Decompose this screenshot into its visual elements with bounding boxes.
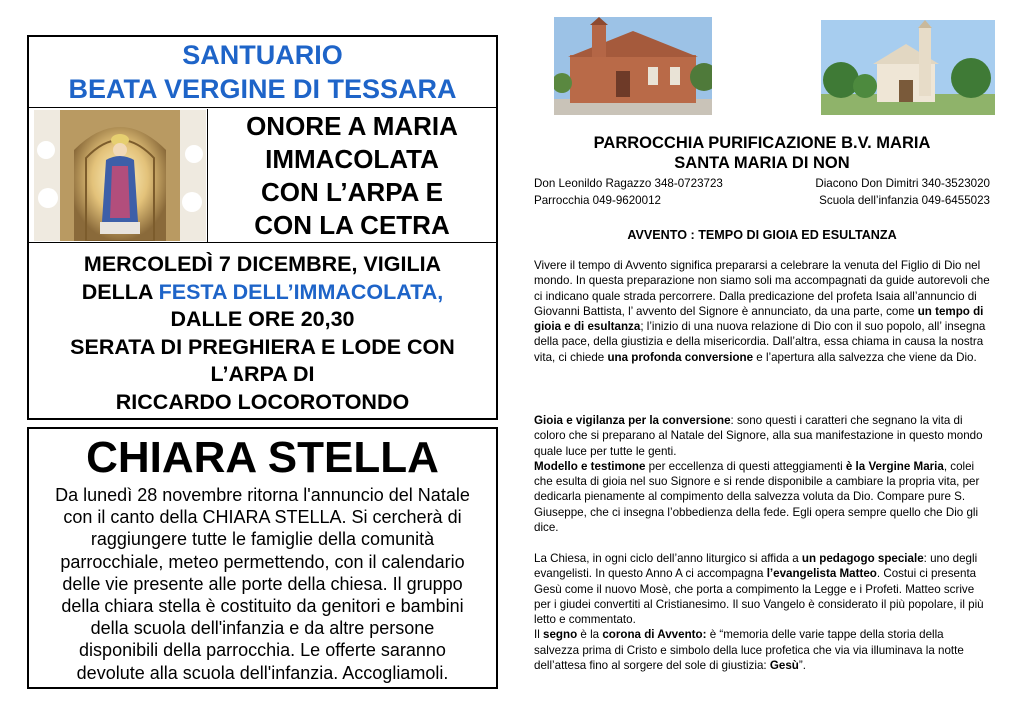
onore-line: ONORE A MARIA: [246, 111, 458, 141]
contact-deacon: Diacono Don Dimitri 340-3523020: [815, 177, 990, 190]
chiara-line: parrocchiale, meteo permettendo, con il calendario: [60, 551, 465, 572]
avvento-heading: AVVENTO : TEMPO DI GIOIA ED ESULTANZA: [627, 228, 897, 242]
event-time-line: DALLE ORE 20,30: [170, 307, 355, 331]
chiara-line: devolute alla scuola dell'infanzia. Accogliamoli.: [76, 662, 449, 683]
onore-line: CON LA CETRA: [254, 210, 450, 240]
santuario-title-line2: BEATA VERGINE DI TESSARA: [68, 74, 457, 104]
event-description: [29, 251, 496, 416]
onore-line: IMMACOLATA: [265, 144, 439, 174]
event-feast-line: DELLA FESTA DELL’IMMACOLATA,: [81, 279, 444, 304]
chiara-line: Da lunedì 28 novembre ritorna l'annuncio del Natale: [55, 485, 470, 505]
contact-priest: Don Leonildo Ragazzo 348-0723723: [534, 177, 723, 190]
parish-name-line2: SANTA MARIA DI NON: [674, 154, 850, 172]
santuario-box: [27, 35, 498, 420]
onore-line: CON L’ARPA E: [260, 177, 443, 207]
contacts-row-1: [534, 177, 990, 190]
chiara-stella-text: [29, 484, 496, 684]
chiara-line: della chiara stella è costituito da genitori e bambini: [61, 596, 464, 617]
contact-parish: Parrocchia 049-9620012: [534, 194, 661, 207]
chiara-line: con il canto della CHIARA STELLA. Si cercherà di: [63, 507, 462, 528]
event-line: L’ARPA DI: [210, 362, 315, 386]
event-date-line: MERCOLEDÌ 7 DICEMBRE, VIGILIA: [83, 252, 442, 276]
event-line: SERATA DI PREGHIERA E LODE CON: [70, 334, 455, 359]
chiara-stella-title: CHIARA STELLA: [86, 433, 439, 482]
contact-school: Scuola dell’infanzia 049-6455023: [819, 194, 990, 207]
feast-highlight: FESTA DELL’IMMACOLATA,: [158, 279, 444, 304]
chiara-line: della scuola dell'infanzia e da altre persone: [90, 618, 435, 639]
chiara-line: raggiungere tutte le famiglie della comunità: [90, 529, 435, 550]
parish-name-line1: PARROCCHIA PURIFICAZIONE B.V. MARIA: [593, 134, 931, 152]
contacts-row-2: [534, 194, 990, 207]
chiara-line: disponibili della parrocchia. Le offerte saranno: [79, 640, 446, 661]
santuario-title-line1: SANTUARIO: [182, 40, 343, 70]
church-photo-right: [821, 20, 995, 115]
parish-name: [534, 133, 990, 173]
avvento-paragraph-3: La Chiesa, in ogni ciclo dell’anno liturgico si affida a un pedagogo speciale: uno degli evangelisti. In questo Anno A ci accompagna l’evangelista Matteo. Costui ci presenta Gesù come il nuovo Mosè, che porta a compimento la Legge e i Profeti. Matteo scrive per i giudei convertiti al Cristianesimo. Il suo Vangelo è considerato il più popolare, il più letto e commentato. Il segno è la corona di Avvento: è “memoria delle varie tappe della storia della salvezza prima di Cristo e simbolo della luce profetica che via via illuminava la notte dell’attesa fino al sorgere del sole di giustizia: Gesù”.: [534, 552, 984, 673]
chiara-stella-box: [27, 427, 498, 689]
avvento-paragraph-1: Vivere il tempo di Avvento significa prepararsi a celebrare la venuta del Figlio di Dio nel mondo. In questa preparazione non siamo soli ma accompagnati da guide autorevoli che ci indicano quale strada percorrere. Dalla predicazione del profeta Isaia all’annuncio di Giovanni Battista, l’ avvento del Signore è annunciato, da una parte, come un tempo di gioia e di esultanza; l’inizio di una nuova relazione di Dio con il suo popolo, all’ insegna della pace, della giustizia e della misericordia. Dall’altra, essa chiama in causa la nostra vita, ci chiede una profonda conversione e l’apertura alla salvezza che viene da Dio.: [534, 259, 990, 364]
church-photo-left: [554, 17, 712, 115]
chiara-line: delle vie presente alle porte della chiesa. Il gruppo: [62, 573, 463, 594]
avvento-paragraph-2: Gioia e vigilanza per la conversione: sono questi i caratteri che segnano la vita di coloro che si preparano al Natale del Signore, alla sua manifestazione in questo mondo quale luce per tutte le genti. Modello e testimone per eccellenza di questi atteggiamenti è la Vergine Maria, colei che esulta di gioia nel suo Signore e si rende disponibile a cambiare la propria vita, per dedicarla pienamente al compimento della salvezza voluta da Dio. Compare pure S. Giuseppe, che ci insegna l’obbedienza della fede. Egli opera sempre quello che Dio gli dice.: [534, 414, 983, 535]
performer-name: RICCARDO LOCOROTONDO: [115, 389, 410, 414]
madonna-statue-image: [34, 110, 206, 241]
onore-a-maria-title: [208, 110, 496, 242]
